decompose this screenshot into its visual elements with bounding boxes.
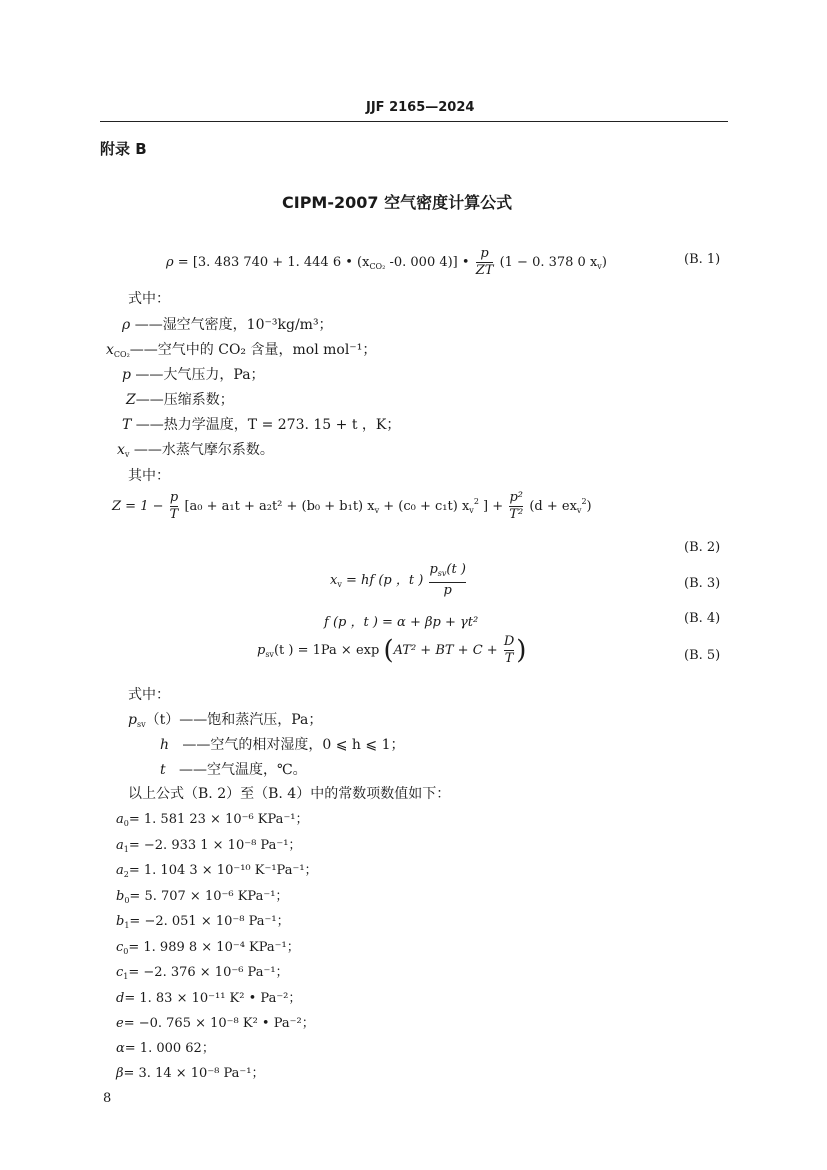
standard-number: JJF 2165—2024 xyxy=(366,100,475,115)
constant-d: d= 1. 83 × 10⁻¹¹ K² • Pa⁻²； xyxy=(116,991,302,1006)
var-psv-line: $p_{sv}(t)——$饱和蒸汽压，Pa； xyxy=(128,712,323,729)
var-t-lower-line: t ——空气温度，℃。 xyxy=(160,762,307,778)
constant-c1: $c_1= -2$. 376 × 10⁻⁶ Pa⁻¹； xyxy=(116,965,289,981)
fraction-d-over-t: $\frac{D}{T}$ xyxy=(503,634,515,666)
var-h-line: h ——空气的相对湿度，0 ⩽ h ⩽ 1； xyxy=(160,737,405,753)
constant-e: e= −0. 765 × 10⁻⁸ K² • Pa⁻²； xyxy=(116,1016,315,1031)
constant-c0: $c_0= 1$. 989 8 × 10⁻⁴ KPa⁻¹； xyxy=(116,940,300,956)
var-t-line: T ——热力学温度，T = 273. 15 + t ，K； xyxy=(122,417,401,433)
equation-b5: $p_{sv}(t$ ) = 1Pa × exp (AT² + BT + C + $\frac{D}{T}$ ) xyxy=(257,634,527,666)
constant-a2: $a_2= 1$. 104 3 × 10⁻¹⁰ K⁻¹Pa⁻¹； xyxy=(116,863,318,879)
constant-a1: $a_1= -2$. 933 1 × 10⁻⁸ Pa⁻¹； xyxy=(116,838,302,854)
var-p-line: p ——大气压力，Pa； xyxy=(122,367,265,383)
fraction-p2-over-t2: $\frac{\text{p²}}{\text{T²}}$ xyxy=(509,490,524,522)
equation-b4-label: (B. 4) xyxy=(684,611,721,626)
constant-alpha: α= 1. 000 62； xyxy=(116,1041,215,1056)
where-intro-1: 式中： xyxy=(128,291,170,307)
constant-beta: β= 3. 14 × 10⁻⁸ Pa⁻¹； xyxy=(116,1066,265,1081)
fraction-p-over-t: $\frac{p}{T}$ xyxy=(169,490,179,522)
appendix-label: 附录 B xyxy=(100,140,147,158)
equation-b2-label: (B. 2) xyxy=(684,540,721,555)
page-number: 8 xyxy=(103,1091,112,1106)
header-rule xyxy=(100,121,728,122)
equation-b4: f (p ，t ) = α + βp + γt² xyxy=(324,615,479,630)
page-title: CIPM-2007 空气密度计算公式 xyxy=(282,193,513,212)
var-xv-line: $x_v$ ——水蒸气摩尔系数。 xyxy=(117,442,274,459)
equation-b2: Z = 1 − $\frac{p}{T}$ [a₀ + a₁t + a₂t² + (b₀ + b₁t) $x_v + (c_0 + c_1t)$ $x_v^2$ ] + $\frac{\text{p²}}{\text{T²}}$ $(d + ex_v^2)$ xyxy=(112,490,592,522)
equation-b3-label: (B. 3) xyxy=(684,576,721,591)
var-rho-line: ρ ——湿空气密度，10⁻³kg/m³； xyxy=(122,317,333,333)
where-intro-2: 其中： xyxy=(128,468,170,484)
fraction-psv-over-p: $\frac{p_{sv}(t )}{p}$ xyxy=(429,562,466,598)
var-xco2-line: $x_{CO_2}——$空气中的 CO₂ 含量，mol mol⁻¹； xyxy=(106,342,377,359)
equation-b1: ρ = [3. 483 740 + 1. 444 6 • ($x_{CO_2}$ -0. 000 4)] • $\frac{p}{ZT}$ (1 − 0. 378 0 $x_v$) xyxy=(166,246,607,278)
constant-b1: $b_1= -2$. 051 × 10⁻⁸ Pa⁻¹； xyxy=(116,914,290,930)
fraction-p-over-zt: $\frac{p}{ZT}$ xyxy=(475,246,494,278)
equation-b3: $x_v$ = hf (p ，t ) $\frac{p_{sv}(t )}{p}$ xyxy=(330,562,466,598)
equation-b1-label: (B. 1) xyxy=(684,252,721,267)
var-z-line: Z——压缩系数； xyxy=(126,392,234,408)
constants-intro: 以上公式（B. 2）至（B. 4）中的常数项数值如下： xyxy=(128,786,451,802)
where-intro-3: 式中： xyxy=(128,687,170,703)
constant-b0: $b_0= 5$. 707 × 10⁻⁶ KPa⁻¹； xyxy=(116,889,289,905)
constant-a0: $a_0= 1$. 581 23 × 10⁻⁶ KPa⁻¹； xyxy=(116,812,309,828)
equation-b5-label: (B. 5) xyxy=(684,648,721,663)
